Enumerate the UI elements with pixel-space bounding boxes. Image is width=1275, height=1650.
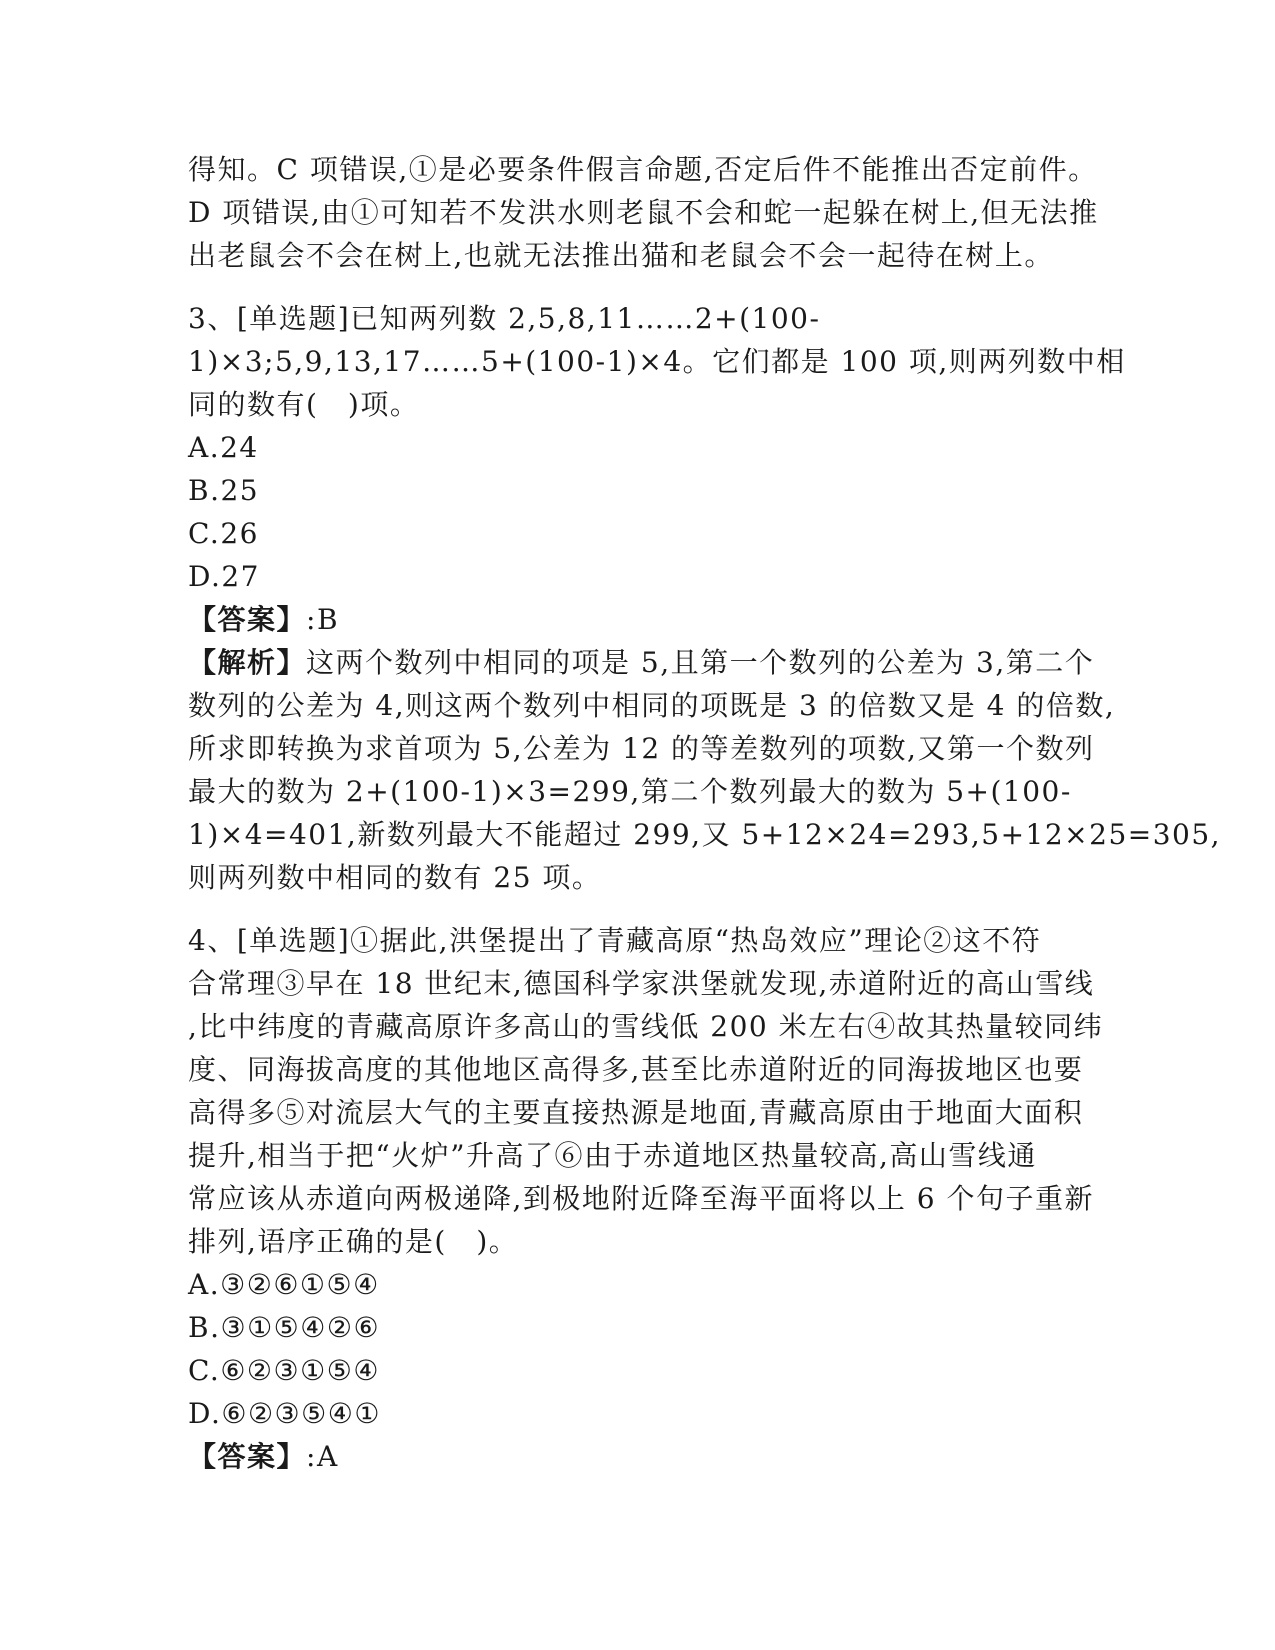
option-a: A.24 — [188, 431, 259, 464]
answer-line — [188, 598, 1088, 641]
question-stem-line: ,比中纬度的青藏高原许多高山的雪线低 200 米左右④故其热量较同纬 — [188, 1010, 1104, 1043]
option-c: C.⑥②③①⑤④ — [188, 1354, 380, 1387]
option-b: B.③①⑤④②⑥ — [188, 1311, 381, 1344]
previous-explanation — [188, 148, 1099, 277]
option-b: B.25 — [188, 474, 260, 507]
question-4 — [188, 919, 1104, 1478]
option-d: D.27 — [188, 560, 260, 593]
text-line: 出老鼠会不会在树上,也就无法推出猫和老鼠会不会一起待在树上。 — [188, 239, 1054, 272]
text-line: D 项错误,由①可知若不发洪水则老鼠不会和蛇一起躲在树上,但无法推 — [188, 196, 1099, 229]
option-d: D.⑥②③⑤④① — [188, 1397, 381, 1430]
answer-value: :A — [306, 1440, 339, 1473]
analysis-line: 所求即转换为求首项为 5,公差为 12 的等差数列的项数,又第一个数列 — [188, 732, 1095, 765]
analysis-line: 1)×4=401,新数列最大不能超过 299,又 5+12×24=293,5+12×25=305, — [188, 818, 1222, 851]
answer-value: :B — [306, 603, 340, 636]
option-c: C.26 — [188, 517, 259, 550]
analysis-line: 则两列数中相同的数有 25 项。 — [188, 861, 602, 894]
question-stem-line: 提升,相当于把“火炉”升高了⑥由于赤道地区热量较高,高山雪线通 — [188, 1139, 1037, 1172]
option-a: A.③②⑥①⑤④ — [188, 1268, 380, 1301]
question-stem-line: 排列,语序正确的是( )。 — [188, 1225, 519, 1258]
answer-label: 【答案】 — [188, 603, 307, 636]
analysis-line — [188, 641, 1095, 684]
question-stem-line: 常应该从赤道向两极递降,到极地附近降至海平面将以上 6 个句子重新 — [188, 1182, 1095, 1215]
question-stem-line: 3、[单选题]已知两列数 2,5,8,11……2+(100- — [188, 302, 821, 335]
question-stem-line: 同的数有( )项。 — [188, 388, 420, 421]
analysis-label: 【解析】 — [188, 646, 307, 679]
answer-line — [188, 1435, 1088, 1478]
question-stem-line: 高得多⑤对流层大气的主要直接热源是地面,青藏高原由于地面大面积 — [188, 1096, 1084, 1129]
question-3 — [188, 297, 1222, 899]
question-stem-line: 4、[单选题]①据此,洪堡提出了青藏高原“热岛效应”理论②这不符 — [188, 924, 1042, 957]
question-stem-line: 1)×3;5,9,13,17……5+(100-1)×4。它们都是 100 项,则两列数中相 — [188, 345, 1126, 378]
analysis-line: 数列的公差为 4,则这两个数列中相同的项既是 3 的倍数又是 4 的倍数, — [188, 689, 1116, 722]
text-line: 得知。C 项错误,①是必要条件假言命题,否定后件不能推出否定前件。 — [188, 153, 1098, 186]
analysis-line: 最大的数为 2+(100-1)×3=299,第二个数列最大的数为 5+(100- — [188, 775, 1072, 808]
answer-label: 【答案】 — [188, 1440, 307, 1473]
question-stem-line: 度、同海拔高度的其他地区高得多,甚至比赤道附近的同海拔地区也要 — [188, 1053, 1084, 1086]
analysis-text: 这两个数列中相同的项是 5,且第一个数列的公差为 3,第二个 — [306, 646, 1095, 679]
document-page — [188, 148, 1222, 1478]
question-stem-line: 合常理③早在 18 世纪末,德国科学家洪堡就发现,赤道附近的高山雪线 — [188, 967, 1095, 1000]
